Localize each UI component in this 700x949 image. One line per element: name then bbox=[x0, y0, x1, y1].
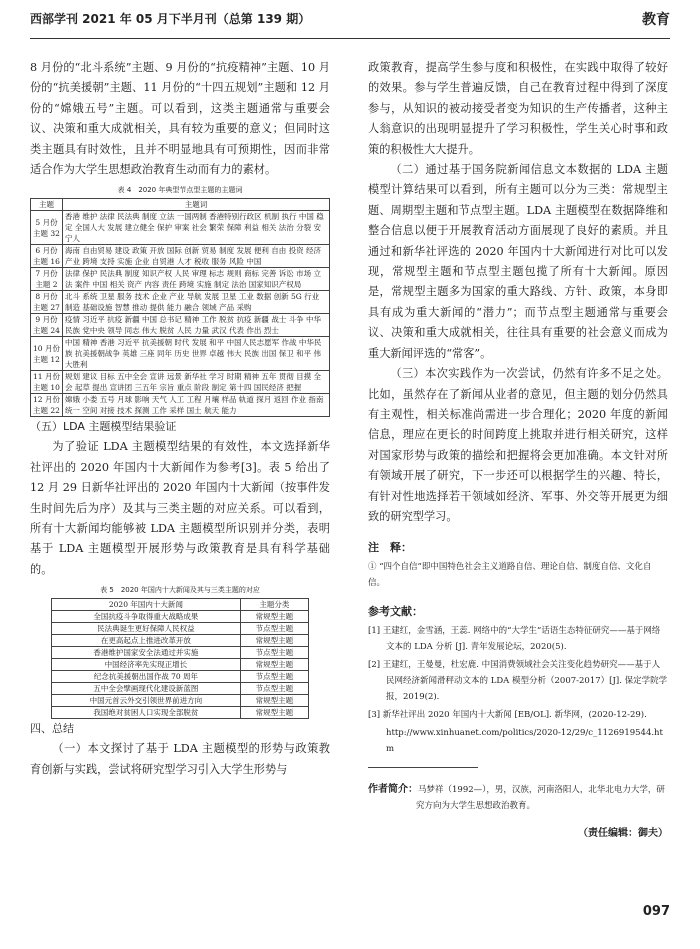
words-cell: 嫦娥 小娄 五号 月球 影响 天气 人工 工程 月壤 样品 轨道 探月 返回 作业 指南 统一 空间 对接 技术 探测 工作 采样 国土 航天 能力 bbox=[63, 394, 330, 417]
type-cell: 节点型主题 bbox=[240, 671, 308, 683]
table-header-row bbox=[31, 199, 330, 211]
th-words: 主题词 bbox=[63, 199, 330, 211]
topic-cell: 6 月份主题 16 bbox=[31, 245, 63, 268]
table-row bbox=[52, 623, 309, 635]
subsection-heading: （五）LDA 主题模型结果验证 bbox=[30, 420, 177, 434]
th-topic: 主题 bbox=[31, 199, 63, 211]
table-row bbox=[31, 211, 330, 245]
author-bio bbox=[368, 782, 668, 814]
table-row bbox=[52, 683, 309, 695]
reference-3-url: http://www.xinhuanet.com/politics/2020-12/29/c_1126919544.htm bbox=[386, 728, 663, 755]
table-row bbox=[31, 291, 330, 314]
section-heading: 四、总结 bbox=[30, 722, 74, 736]
left-para-1: 8 月份的“北斗系统”主题、9 月份的“抗疫精神”主题、10 月份的“抗美援朝”主题、11 月份的“十四五规划”主题和 12 月份的“嫦娥五号”主题。可以看到，这类主题通常与重要会议、决策和重大成就相关，具有较为重要的意义；但同时这类主题具有时效性，且并不明显地具有可预期性，因而非常适合作为大学生思想政治教育生动而有力的素材。 bbox=[30, 61, 330, 177]
table-4 bbox=[30, 198, 330, 417]
left-column bbox=[30, 58, 330, 780]
type-cell: 常规型主题 bbox=[240, 611, 308, 623]
section-label: 教育 bbox=[642, 12, 670, 28]
th-news: 2020 年国内十大新闻 bbox=[52, 599, 241, 611]
reference-2: [2] 王建红，王曼曼，杜宏鹿. 中国消费领域社会关注变化趋势研究——基于人民网经济新闻滑秤动文本的 LDA 模型分析（2007-2017）[J]. 保定学院学报，2019(2). bbox=[368, 660, 668, 703]
table-row bbox=[52, 671, 309, 683]
page-header bbox=[30, 0, 670, 39]
table-row bbox=[52, 707, 309, 719]
topic-cell: 10 月份主题 12 bbox=[31, 337, 63, 371]
responsible-editor: （责任编辑：御夫） bbox=[578, 828, 668, 840]
th-type: 主题分类 bbox=[240, 599, 308, 611]
type-cell: 节点型主题 bbox=[240, 683, 308, 695]
type-cell: 常规型主题 bbox=[240, 695, 308, 707]
words-cell: 规划 建议 目标 五中全会 宣讲 远景 新华社 学习 时期 精神 五年 贯彻 目摸 全会 起草 提出 宣讲团 三五年 宗旨 重点 阶段 制定 第十四 国民经济 把握 bbox=[63, 371, 330, 394]
left-para-3: （一）本文探讨了基于 LDA 主题模型的形势与政策教育创新与实践，尝试将研究型学习引入大学生形势与 bbox=[30, 742, 330, 776]
type-cell: 常规型主题 bbox=[240, 635, 308, 647]
words-cell: 疫情 习近平 抗疫 新疆 中国 总书记 精神 工作 脱贫 抗疫 新疆 战士 斗争 中华民族 党中央 领导 同志 伟大 脱贫 人民 力量 武汉 代表 作出 烈士 bbox=[63, 314, 330, 337]
topic-cell: 8 月份主题 27 bbox=[31, 291, 63, 314]
author-text: 马梦祥（1992—），男，汉族，河南洛阳人，北华北电力大学，研究方向为大学生思想政治教育。 bbox=[416, 785, 665, 812]
table-row bbox=[31, 371, 330, 394]
references-title: 参考文献： bbox=[368, 605, 423, 619]
topic-cell: 5 月份主题 32 bbox=[31, 211, 63, 245]
divider bbox=[368, 767, 478, 768]
table-row bbox=[31, 314, 330, 337]
author-label: 作者简介： bbox=[368, 784, 418, 796]
right-para-2: （二）通过基于国务院新闻信息文本数据的 LDA 主题模型计算结果可以看到，所有主题可以分为三类：常规型主题、周期型主题和节点型主题。LDA 主题模型在数据降维和整合信息以便于开展教育活动方面展现了良好的素质。并且通过和新华社评选的 2020 年国内十大新闻进行对比可以发现，常规型主题和节点型主题包揽了所有十大新闻。原因是，常规型主题多为国家的重大路线、方针、政策，本身即具有成为重大新闻的“潜力”；而节点型主题通常与重要会议、决策和重大成就相关，往往具有重要的社会意义而成为重大新闻评选的“常客”。 bbox=[368, 163, 668, 360]
table-row bbox=[52, 635, 309, 647]
reference-3: [3] 新华社评出 2020 年国内十大新闻 [EB/OL]. 新华网，(2020-12-29). bbox=[368, 710, 647, 721]
note-1: ① “四个自信”即中国特色社会主义道路自信、理论自信、制度自信、文化自信。 bbox=[368, 562, 652, 589]
table-row bbox=[52, 659, 309, 671]
news-cell: 五中全会擘画现代化建设新蓝图 bbox=[52, 683, 241, 695]
table-row bbox=[31, 394, 330, 417]
topic-cell: 11 月份主题 10 bbox=[31, 371, 63, 394]
table4-caption: 表 4 2020 年典型节点型主题的主题词 bbox=[117, 186, 243, 195]
words-cell: 中国 精神 香港 习近平 抗美援朝 时代 发展 和平 中国人民志愿军 作战 中华民族 抗美援朝战争 英雄 三座 同年 历史 世界 卓越 伟大 民族 出国 保卫 和平 伟大胜利 bbox=[63, 337, 330, 371]
type-cell: 常规型主题 bbox=[240, 659, 308, 671]
words-cell: 海南 自由贸易 建设 政策 开放 国际 创新 贸易 制度 发展 便利 自由 投资 经济 产业 跨境 支持 实施 企业 自贸港 人才 税收 服务 风险 中国 bbox=[63, 245, 330, 268]
table-5 bbox=[51, 598, 309, 719]
reference-1: [1] 王建红，金雪涵，王蕊. 网络中的“大学生”话语生态特征研究——基于网络文本的 LDA 分析 [J]. 青年发展论坛，2020(5). bbox=[368, 626, 661, 653]
table-row bbox=[31, 245, 330, 268]
right-column bbox=[368, 58, 668, 839]
right-para-1: 政策教育，提高学生参与度和积极性，在实践中取得了较好的效果。参与学生普遍反馈，自己在教育过程中得到了深度参与，从知识的被动接受者变为知识的生产传播者，这种主人翁意识的出现明显提升了学习积极性，学生关心时事和政策的积极性大大提升。 bbox=[368, 61, 668, 156]
news-cell: 民法典诞生更好保障人民权益 bbox=[52, 623, 241, 635]
news-cell: 纪念抗美援朝出国作战 70 周年 bbox=[52, 671, 241, 683]
right-para-3: （三）本次实践作为一次尝试，仍然有许多不足之处。比如，虽然存在了新闻从业者的意见，但主题的划分仍然具有主观性，相关标准尚需进一步合理化；2020 年度的新闻信息，理应在更长的时间跨度上挑取并进行相关研究，这样对国家形势与政策的描绘和把握将会更加准确。本文针对所有领域开展了研究，下一步还可以根据学生的兴趣、特长，有针对性地选择若干领域如经济、军事、外交等开展更为细致的研究型学习。 bbox=[368, 367, 668, 523]
notes-title: 注 释： bbox=[368, 541, 412, 555]
table-row bbox=[52, 647, 309, 659]
page-number: 097 bbox=[642, 904, 670, 919]
journal-title: 西部学刊 2021 年 05 月下半月刊（总第 139 期） bbox=[30, 12, 311, 26]
topic-cell: 12 月份主题 22 bbox=[31, 394, 63, 417]
type-cell: 节点型主题 bbox=[240, 623, 308, 635]
words-cell: 香港 维护 法律 民法典 制度 立法 一国两制 香港特别行政区 机制 执行 中国 稳定 全国人大 发展 建立健全 保护 审案 社会 繁荣 保障 利益 相关 法治 分裂 安宁人 bbox=[63, 211, 330, 245]
table-row bbox=[31, 337, 330, 371]
news-cell: 全国抗疫斗争取得重大战略成果 bbox=[52, 611, 241, 623]
left-para-2: 为了验证 LDA 主题模型结果的有效性，本文选择新华社评出的 2020 年国内十大新闻作为参考[3]。表 5 给出了 12 月 29 日新华社评出的 2020 年国内十大新闻（按事件发生时间先后为序）及其与三类主题的对应关系。可以看到，所有十大新闻均能够被 LDA 主题模型所识别并分类，表明基于 LDA 主题模型开展形势与政策教育是具有科学基础的。 bbox=[30, 440, 330, 576]
news-cell: 中国元首云外交引领世界前进方向 bbox=[52, 695, 241, 707]
news-cell: 中国经济率先实现正增长 bbox=[52, 659, 241, 671]
news-cell: 在更高起点上推进改革开放 bbox=[52, 635, 241, 647]
type-cell: 节点型主题 bbox=[240, 647, 308, 659]
type-cell: 常规型主题 bbox=[240, 707, 308, 719]
topic-cell: 9 月份主题 24 bbox=[31, 314, 63, 337]
table-header-row bbox=[52, 599, 309, 611]
table-row bbox=[31, 268, 330, 291]
table5-caption: 表 5 2020 年国内十大新闻及其与三类主题的对应 bbox=[100, 586, 260, 595]
news-cell: 我国绝对贫困人口实现全部脱贫 bbox=[52, 707, 241, 719]
news-cell: 香港维护国家安全法通过并实施 bbox=[52, 647, 241, 659]
words-cell: 北斗 系统 卫星 服务 技术 企业 产业 导航 发展 卫星 工业 数据 创新 5G 行业 制造 基础设施 智慧 推动 提供 能力 融合 领域 产品 采购 bbox=[63, 291, 330, 314]
table-row bbox=[52, 695, 309, 707]
words-cell: 法律 保护 民法典 制度 知识产权 人民 审理 标志 规则 商标 完善 诉讼 市场 立法 案件 中国 相关 资产 内容 责任 跨境 实施 制定 法治 国家知识产权局 bbox=[63, 268, 330, 291]
table-row bbox=[52, 611, 309, 623]
topic-cell: 7 月份主题 2 bbox=[31, 268, 63, 291]
